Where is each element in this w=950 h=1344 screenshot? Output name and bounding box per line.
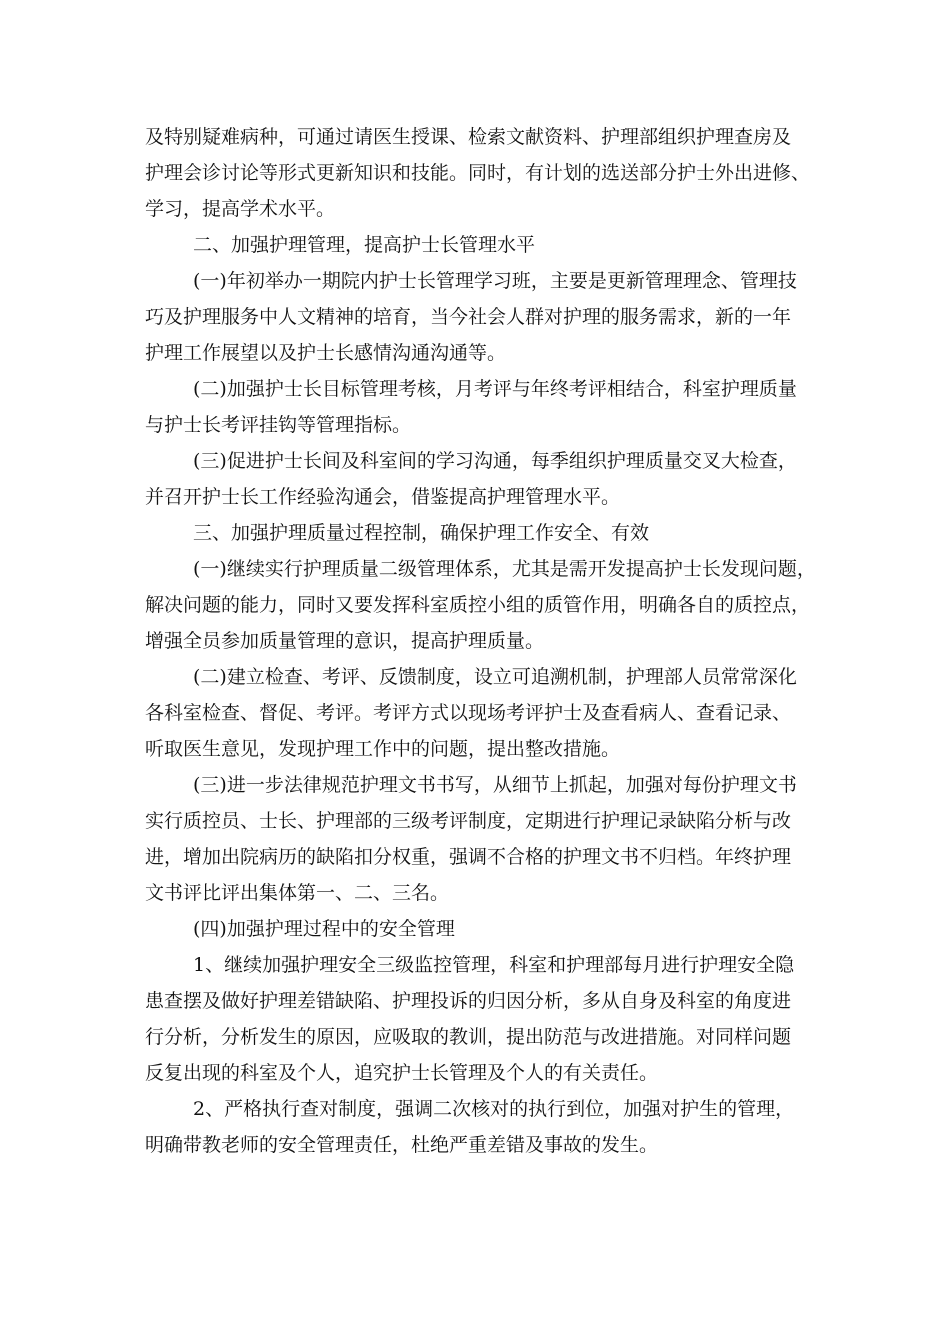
text-line: (二)加强护士长目标管理考核，月考评与年终考评相结合，科室护理质量 — [193, 378, 797, 400]
text-line: (二)建立检查、考评、反馈制度，设立可追溯机制，护理部人员常常深化 — [193, 666, 797, 688]
text-line: (一)年初举办一期院内护士长管理学习班，主要是更新管理理念、管理技 — [193, 270, 797, 292]
section-heading: 三、加强护理质量过程控制，确保护理工作安全、有效 — [193, 522, 650, 544]
text-line: 反复出现的科室及个人，追究护士长管理及个人的有关责任。 — [145, 1062, 659, 1084]
text-line: 明确带教老师的安全管理责任，杜绝严重差错及事故的发生。 — [145, 1134, 659, 1156]
section-heading: 二、加强护理管理，提高护士长管理水平 — [193, 234, 536, 256]
text-line: 巧及护理服务中人文精神的培育，当今社会人群对护理的服务需求，新的一年 — [145, 306, 792, 328]
text-line: 增强全员参加质量管理的意识，提高护理质量。 — [145, 630, 545, 652]
text-line: 与护士长考评挂钩等管理指标。 — [145, 414, 412, 436]
text-line: 并召开护士长工作经验沟通会，借鉴提高护理管理水平。 — [145, 486, 621, 508]
text-line: 行分析，分析发生的原因，应吸取的教训，提出防范与改进措施。对同样问题 — [145, 1026, 792, 1048]
text-line: 进，增加出院病历的缺陷扣分权重，强调不合格的护理文书不归档。年终护理 — [145, 846, 792, 868]
text-line: (一)继续实行护理质量二级管理体系，尤其是需开发提高护士长发现问题， — [193, 558, 816, 580]
text-line: 解决问题的能力，同时又要发挥科室质控小组的质管作用，明确各自的质控点， — [145, 594, 811, 616]
text-line: 护理会诊讨论等形式更新知识和技能。同时，有计划的选送部分护士外出进修、 — [145, 162, 811, 184]
text-line: 1、继续加强护理安全三级监控管理，科室和护理部每月进行护理安全隐 — [193, 954, 795, 976]
text-line: 实行质控员、士长、护理部的三级考评制度，定期进行护理记录缺陷分析与改 — [145, 810, 792, 832]
text-line: 2、严格执行查对制度，强调二次核对的执行到位，加强对护生的管理， — [193, 1098, 795, 1120]
text-line: 护理工作展望以及护士长感情沟通沟通等。 — [145, 342, 507, 364]
text-line: 学习，提高学术水平。 — [145, 198, 336, 220]
subsection-heading: (四)加强护理过程中的安全管理 — [193, 918, 455, 940]
text-line: 听取医生意见，发现护理工作中的问题，提出整改措施。 — [145, 738, 621, 760]
text-line: 文书评比评出集体第一、二、三名。 — [145, 882, 450, 904]
text-line: 各科室检查、督促、考评。考评方式以现场考评护士及查看病人、查看记录、 — [145, 702, 792, 724]
text-line: (三)促进护士长间及科室间的学习沟通，每季组织护理质量交叉大检查， — [193, 450, 797, 472]
text-line: 及特别疑难病种，可通过请医生授课、检索文献资料、护理部组织护理查房及 — [145, 126, 792, 148]
text-line: 患查摆及做好护理差错缺陷、护理投诉的归因分析，多从自身及科室的角度进 — [145, 990, 792, 1012]
text-line: (三)进一步法律规范护理文书书写，从细节上抓起，加强对每份护理文书 — [193, 774, 797, 796]
